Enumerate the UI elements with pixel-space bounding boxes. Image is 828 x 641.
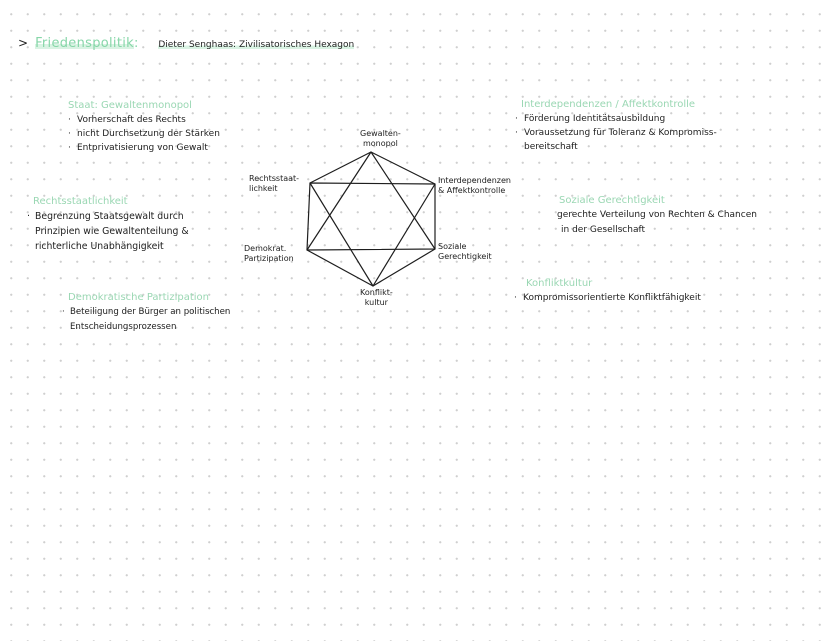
list-item-text: Vorherschaft des Rechts bbox=[77, 115, 186, 125]
text-line-content: Beteiligung der Bürger an politischen bbox=[70, 307, 231, 317]
section-heading-demokratie: Demokratische Partizipation bbox=[68, 292, 209, 303]
text-line: Prinzipien wie Gewaltenteilung & bbox=[35, 226, 189, 237]
bullet-icon: · bbox=[68, 143, 71, 153]
triangle-down bbox=[310, 183, 435, 286]
text-line: gerechte Verteilung von Rechten & Chancen bbox=[557, 210, 757, 220]
bullet-icon: · bbox=[515, 114, 518, 124]
list-item-text: Kompromissorientierte Konfliktfähigkeit bbox=[523, 293, 701, 303]
bullet-icon: · bbox=[515, 128, 518, 138]
hexagon-label-lower-left: Demokrat. Partizipation bbox=[244, 244, 294, 263]
text-line: Entscheidungsprozessen bbox=[70, 322, 177, 332]
bullet-icon: · bbox=[62, 307, 65, 317]
bullet-icon: · bbox=[68, 115, 71, 125]
list-item-continuation: bereitschaft bbox=[524, 142, 578, 152]
bullet-icon: · bbox=[68, 129, 71, 139]
section-heading-rechtsstaat: Rechtsstaatlichkeit bbox=[33, 196, 128, 207]
page-title: Friedenspolitik bbox=[35, 36, 134, 51]
list-item-text: nicht Durchsetzung der Stärken bbox=[77, 129, 220, 139]
text-line: richterliche Unabhängigkeit bbox=[35, 241, 164, 252]
page-subtitle: Dieter Senghaas: Zivilisatorisches Hexagon bbox=[158, 40, 355, 50]
collapse-chevron-icon[interactable]: > bbox=[18, 36, 29, 50]
hexagon-label-top: Gewalten- monopol bbox=[360, 129, 401, 148]
section-heading-staat: Staat: Gewaltenmonopol bbox=[68, 100, 192, 111]
hexagon-label-upper-right: Interdependenzen & Affektkontrolle bbox=[438, 176, 511, 195]
bullet-icon: · bbox=[514, 293, 517, 303]
hexagon-label-bottom: Konflikt- kultur bbox=[360, 288, 393, 307]
list-item-text: Entprivatisierung von Gewalt bbox=[77, 143, 208, 153]
section-heading-interdependenz: Interdependenzen / Affektkontrolle bbox=[521, 99, 696, 110]
list-item-text: Voraussetzung für Toleranz & Kompromiss- bbox=[524, 128, 717, 138]
list-item-text: Förderung Identitätsausbildung bbox=[524, 114, 666, 124]
hexagon-label-lower-right: Soziale Gerechtigkeit bbox=[438, 242, 492, 261]
bullet-icon: · bbox=[27, 211, 30, 222]
hexagon-label-upper-left: Rechtsstaat- lichkeit bbox=[249, 174, 300, 193]
text-line-content: Begrenzung Staatsgewalt durch bbox=[35, 211, 184, 222]
triangle-up bbox=[307, 152, 435, 250]
section-heading-sozial: Soziale Gerechtigkeit bbox=[559, 195, 665, 206]
text-line: in der Gesellschaft bbox=[561, 225, 646, 235]
title-colon: : bbox=[133, 36, 139, 51]
section-heading-konflikt: Konfliktkultur bbox=[526, 278, 593, 289]
